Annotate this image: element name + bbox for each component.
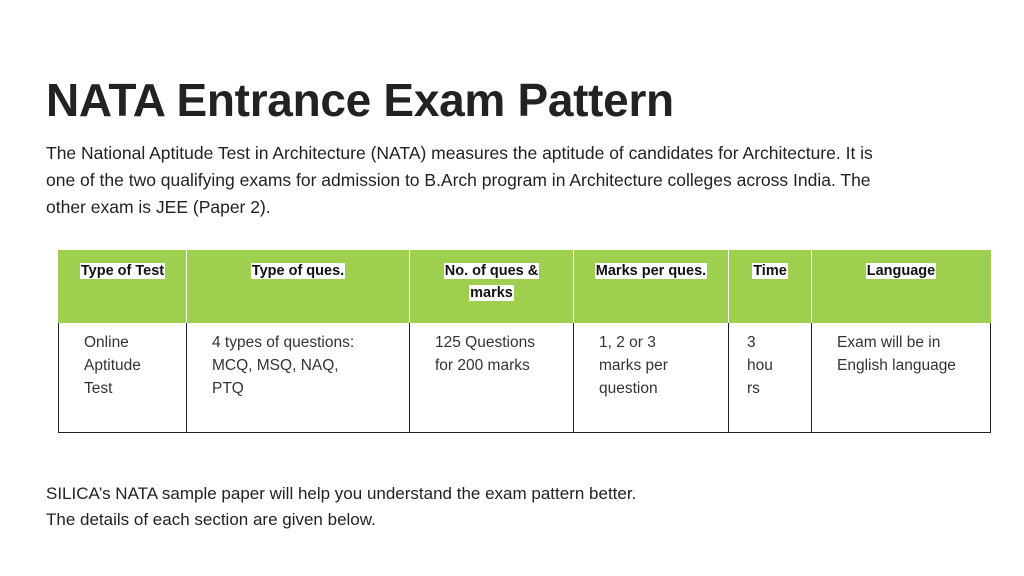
header-type-of-ques — [187, 250, 410, 323]
cell-marks-per-ques — [574, 323, 729, 433]
intro-paragraph — [46, 140, 986, 221]
header-label: marks — [470, 285, 513, 301]
cell-line: marks per — [599, 357, 668, 374]
cell-no-of-ques-marks — [410, 323, 574, 433]
header-marks-per-ques — [574, 250, 729, 323]
header-language — [812, 250, 991, 323]
header-label: Time — [753, 263, 787, 279]
table-header-row — [59, 250, 991, 323]
cell-type-of-ques — [187, 323, 410, 433]
cell-line: 1, 2 or 3 — [599, 334, 656, 351]
header-label: No. of ques & — [444, 263, 539, 279]
intro-line: one of the two qualifying exams for admission to B.Arch program in Architecture colleges across India. The — [46, 170, 871, 190]
header-time — [729, 250, 812, 323]
header-label: Type of Test — [80, 263, 165, 279]
cell-line: 3 — [747, 334, 756, 351]
intro-line: other exam is JEE (Paper 2). — [46, 197, 271, 217]
cell-line: 4 types of questions: — [212, 334, 355, 351]
cell-line: Aptitude — [84, 357, 141, 374]
cell-line: Test — [84, 380, 113, 397]
cell-line: Online — [84, 334, 129, 351]
header-label: Language — [866, 263, 936, 279]
cell-line: question — [599, 380, 658, 397]
intro-line: The National Aptitude Test in Architecture (NATA) measures the aptitude of candidates for Architecture. It is — [46, 143, 873, 163]
header-label: Marks per ques. — [595, 263, 707, 279]
cell-line: PTQ — [212, 380, 244, 397]
cell-line: rs — [747, 380, 760, 397]
cell-line: 125 Questions — [435, 334, 535, 351]
footer-line: The details of each section are given below. — [46, 510, 376, 529]
cell-language — [812, 323, 991, 433]
cell-time — [729, 323, 812, 433]
cell-line: hou — [747, 357, 773, 374]
cell-line: MCQ, MSQ, NAQ, — [212, 357, 339, 374]
page-title: NATA Entrance Exam Pattern — [46, 74, 674, 126]
footer-line: SILICA’s NATA sample paper will help you understand the exam pattern better. — [46, 484, 637, 503]
cell-line: English language — [837, 357, 956, 374]
cell-line: Exam will be in — [837, 334, 941, 351]
footer-paragraph — [46, 481, 986, 533]
header-no-of-ques-marks — [410, 250, 574, 323]
header-label: Type of ques. — [251, 263, 345, 279]
exam-pattern-table — [58, 250, 991, 433]
cell-type-of-test — [59, 323, 187, 433]
cell-line: for 200 marks — [435, 357, 530, 374]
table-row — [59, 323, 991, 433]
header-type-of-test — [59, 250, 187, 323]
